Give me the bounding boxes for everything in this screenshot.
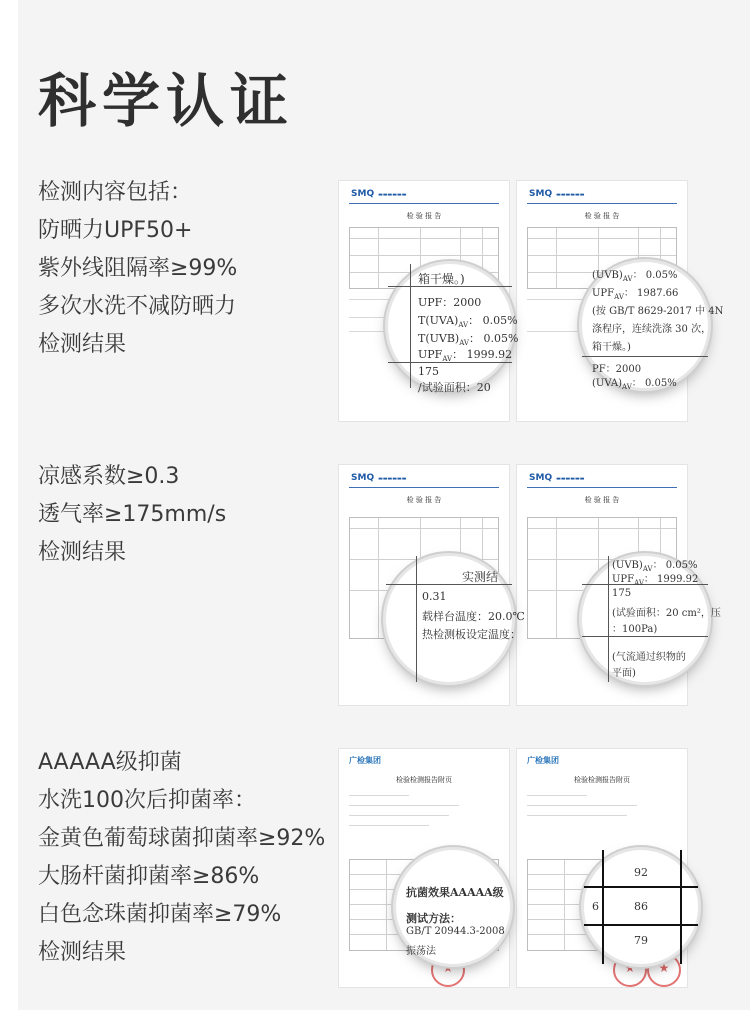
mag-text: 抗菌效果AAAAA级 [406, 886, 504, 899]
gt-logo: 广检集团 [527, 756, 559, 765]
section-line: 防晒力UPF50+ [38, 218, 193, 243]
section-line: 透气率≥175mm/s [38, 502, 227, 527]
mag-text: 0.31 [422, 590, 447, 603]
section-line: 水洗100次后抑菌率： [38, 788, 256, 813]
smq-logo: SMQ ▬▬▬▬▬▬ [351, 473, 407, 483]
mag-text: $T(UVB)_{AV}$： 0.05% [418, 332, 519, 348]
section-line: 检测内容包括： [38, 180, 193, 205]
header-rule [349, 203, 499, 204]
mag-text: 92 [634, 866, 648, 879]
mag-text: 实测结 [462, 570, 499, 584]
section-line: 凉感系数≥0.3 [38, 464, 180, 489]
section-line: 白色念珠菌抑菌率≥79% [38, 902, 282, 927]
section-line: 多次水洗不减防晒力 [38, 294, 237, 319]
mag-text: 载样台温度：20.0℃ [422, 610, 525, 623]
magnifier-wash-detail [582, 262, 724, 391]
section-uv-protection-text [38, 174, 237, 364]
mag-text: $UPF_{AV}$： 1999.92 [612, 574, 699, 587]
section-line: 检测结果 [38, 332, 127, 357]
mag-text: 平面) [612, 668, 636, 679]
mag-text: 6 [592, 900, 599, 913]
mag-text: $(UVB)_{AV}$： 0.05% [592, 270, 678, 283]
mag-text: $T(UVA)_{AV}$： 0.05% [418, 314, 518, 330]
mag-text: (气流通过织物的 [612, 652, 686, 663]
section-line: 检测结果 [38, 940, 127, 965]
mag-text: 86 [634, 900, 648, 913]
magnifier-upf-detail [388, 264, 519, 394]
report-title: 检 验 报 告 [406, 496, 442, 504]
magnifier-air-permeability-detail [582, 556, 721, 682]
mag-text: $(UVB)_{AV}$： 0.05% [612, 560, 698, 573]
smq-logo: SMQ ▬▬▬▬▬▬ [529, 473, 585, 483]
mag-text: ：100Pa) [612, 624, 658, 635]
section-line: 检测结果 [38, 540, 127, 565]
report-title: 检 验 报 告 [406, 212, 442, 220]
header-rule [527, 203, 677, 204]
magnifier-antibacterial-level [396, 850, 510, 964]
mag-text: 热检测板设定温度： [422, 628, 521, 641]
header-rule [349, 487, 499, 488]
gt-logo: 广检集团 [349, 756, 381, 765]
page-title: 科学认证 [38, 67, 295, 135]
mag-text: 测试方法： [406, 912, 461, 925]
section-line: AAAAA级抑菌 [38, 750, 182, 775]
report-title: 检验检测报告附页 [396, 776, 452, 784]
section-cooling-text [38, 458, 226, 572]
mag-text: 箱干燥。) [418, 272, 465, 286]
report-title: 检 验 报 告 [584, 496, 620, 504]
mag-text: GB/T 20944.3-2008 [406, 926, 505, 937]
mag-text: (试验面积：20 cm²，压 [612, 608, 721, 619]
mag-text: 79 [634, 934, 648, 947]
magnifier-antibacterial-rates [584, 850, 698, 964]
mag-text: $(UVA)_{AV}$： 0.05% [592, 378, 677, 391]
mag-text: PF：2000 [592, 364, 642, 375]
mag-text: 175 [612, 588, 632, 599]
mag-text: 振荡法 [406, 946, 436, 957]
mag-text: 涤程序，连续洗涤 30 次， [592, 324, 712, 335]
smq-logo: SMQ ▬▬▬▬▬▬ [351, 189, 407, 199]
mag-text: /试验面积：20 [418, 381, 491, 394]
mag-text: $UPF_{AV}$： 1999.92 [418, 348, 513, 364]
magnifier-cooling-detail [386, 556, 525, 682]
mag-text: 175 [418, 365, 439, 378]
section-antibacterial-text [38, 744, 325, 972]
section-line: 紫外线阻隔率≥99% [38, 256, 238, 281]
report-title: 检 验 报 告 [584, 212, 620, 220]
header-rule [527, 487, 677, 488]
section-line: 金黄色葡萄球菌抑菌率≥92% [38, 826, 326, 851]
mag-text: UPF：2000 [418, 296, 482, 309]
report-title: 检验检测报告附页 [574, 776, 630, 784]
mag-text: 箱干燥。) [592, 342, 631, 353]
section-line: 大肠杆菌抑菌率≥86% [38, 864, 260, 889]
smq-logo: SMQ ▬▬▬▬▬▬ [529, 189, 585, 199]
mag-text: (按 GB/T 8629-2017 中 4N [592, 306, 724, 317]
mag-text: $UPF_{AV}$： 1987.66 [592, 288, 679, 301]
